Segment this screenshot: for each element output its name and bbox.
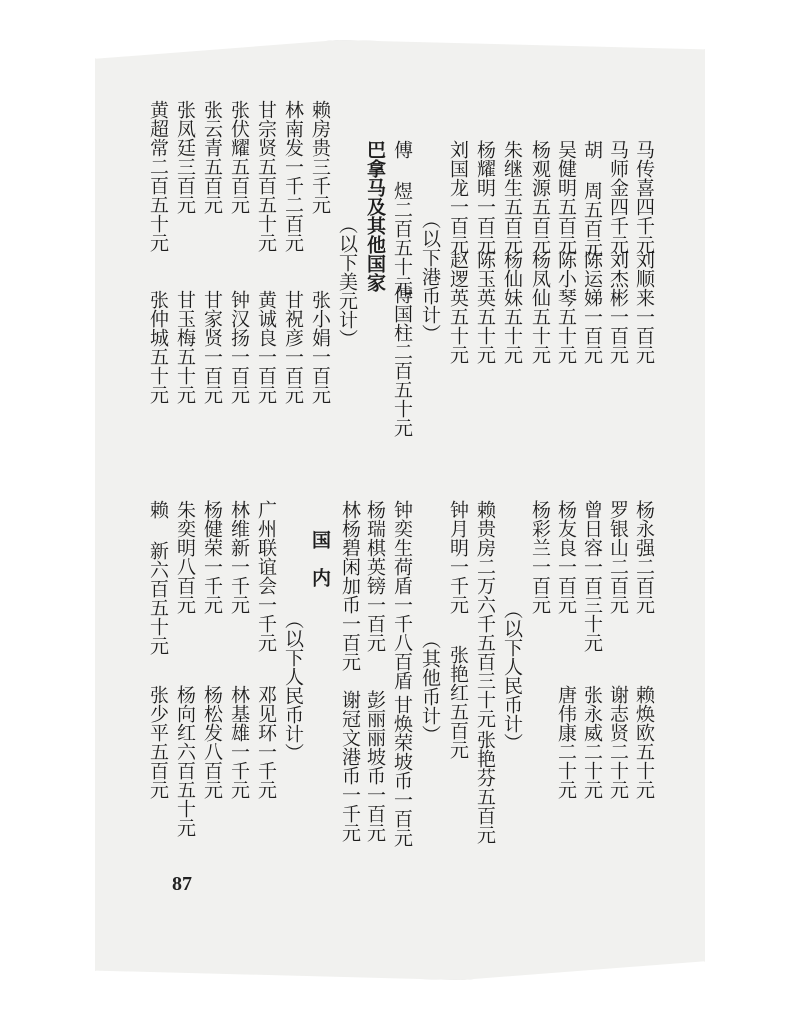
- donor-entry: （其他币计）: [419, 630, 441, 744]
- donor-entry: 赖贵房二万六千五百三十元: [474, 500, 496, 728]
- donor-entry: 张艳芬五百元: [474, 730, 496, 844]
- donor-entry: 杨彩兰一百元: [529, 500, 551, 614]
- donor-entry: 甘焕荣坡币一百元: [391, 695, 413, 847]
- donor-entry: 林南发一千二百元: [282, 100, 304, 252]
- donor-entry: 张仲城五十元: [147, 290, 169, 404]
- donor-entry: 陈玉英五十元: [474, 250, 496, 364]
- donor-entry: 杨向红六百五十元: [174, 685, 196, 837]
- donor-entry: 刘杰彬一百元: [607, 250, 629, 364]
- donor-entry: 赖房贵三千元: [309, 100, 331, 214]
- donor-entry: 黄诚良一百元: [255, 290, 277, 404]
- donor-entry: 林基雄一千元: [228, 685, 250, 799]
- donor-entry: 张凤廷三百元: [174, 100, 196, 214]
- donor-entry: 杨永强二百元: [633, 500, 655, 614]
- donor-entry: 杨仙妹五十元: [501, 250, 523, 364]
- donor-entry: 杨健荣一千元: [201, 500, 223, 614]
- donor-entry: 吴健明五百元: [555, 140, 577, 254]
- donor-entry: 杨耀明一百元: [474, 140, 496, 254]
- donor-entry: 钟汉扬一百元: [228, 290, 250, 404]
- section-heading: 巴拿马及其他国家: [364, 140, 386, 292]
- donor-entry: 张小娟一百元: [309, 290, 331, 404]
- bleed-through-text: [658, 100, 685, 119]
- donor-entry: 彭丽丽坡币一百元: [364, 690, 386, 842]
- donor-entry: 马师金四千元: [607, 140, 629, 254]
- donor-entry: 唐伟康二十元: [555, 685, 577, 799]
- donor-entry: 刘国龙一百元: [447, 140, 469, 254]
- section-heading: 国 内: [309, 530, 331, 587]
- donor-entry: 陈小琴五十元: [555, 250, 577, 364]
- donor-entry: 赖焕欧五十元: [633, 685, 655, 799]
- donor-entry: 张少平五百元: [147, 685, 169, 799]
- donor-entry: （以下美元计）: [336, 215, 358, 348]
- donor-entry: 赖 新六百五十元: [147, 500, 169, 655]
- donor-entry: 马传喜四千元: [633, 140, 655, 254]
- donor-entry: 杨瑞棋英镑一百元: [364, 500, 386, 652]
- donor-entry: 罗银山二百元: [607, 500, 629, 614]
- donor-entry: 刘顺来一百元: [633, 250, 655, 364]
- donor-entry: （以下人民币计）: [501, 600, 523, 752]
- donor-entry: （以下人民币计）: [282, 610, 304, 762]
- donor-entry: 甘玉梅五十元: [174, 290, 196, 404]
- donor-entry: （以下港币计）: [419, 210, 441, 343]
- donor-entry: 谢志贤二十元: [607, 685, 629, 799]
- donor-entry: 朱继生五百元: [501, 140, 523, 254]
- donor-entry: 张艳红五百元: [447, 645, 469, 759]
- donor-entry: 杨凤仙五十元: [529, 250, 551, 364]
- donor-entry: 黄超常二百五十元: [147, 100, 169, 252]
- donor-entry: 广州联谊会一千元: [255, 500, 277, 652]
- donor-entry: 杨松发八百元: [201, 685, 223, 799]
- donor-entry: 张伏耀五百元: [228, 100, 250, 214]
- donor-entry: 林杨碧闲加币一百元: [339, 500, 361, 671]
- donor-entry: 陈运娣一百元: [581, 250, 603, 364]
- donor-entry: 傅 煜二百五十元: [391, 140, 413, 295]
- donor-entry: 杨观源五百元: [529, 140, 551, 254]
- donor-entry: 杨友良一百元: [555, 500, 577, 614]
- donor-entry: 甘家贤一百元: [201, 290, 223, 404]
- donor-entry: 林维新一千元: [228, 500, 250, 614]
- donor-entry: 甘宗贤五百五十元: [255, 100, 277, 252]
- donor-entry: 曾日容一百三十元: [581, 500, 603, 652]
- donor-entry: 傅国柱二百五十元: [391, 285, 413, 437]
- page-number: 87: [172, 873, 192, 895]
- donor-entry: 邓见环一千元: [255, 685, 277, 799]
- donor-entry: 钟奕生荷盾一千八百盾: [391, 500, 413, 690]
- donor-entry: 赵逻英五十元: [447, 250, 469, 364]
- donor-entry: 甘祝彦一百元: [282, 290, 304, 404]
- donor-entry: 张永威二十元: [581, 685, 603, 799]
- donor-entry: 朱奕明八百元: [174, 500, 196, 614]
- donor-entry: 张云青五百元: [201, 100, 223, 214]
- donor-entry: 谢冠文港币一千元: [339, 690, 361, 842]
- donor-entry: 胡 周五百元: [581, 140, 603, 257]
- donor-entry: 钟月明一千元: [447, 500, 469, 614]
